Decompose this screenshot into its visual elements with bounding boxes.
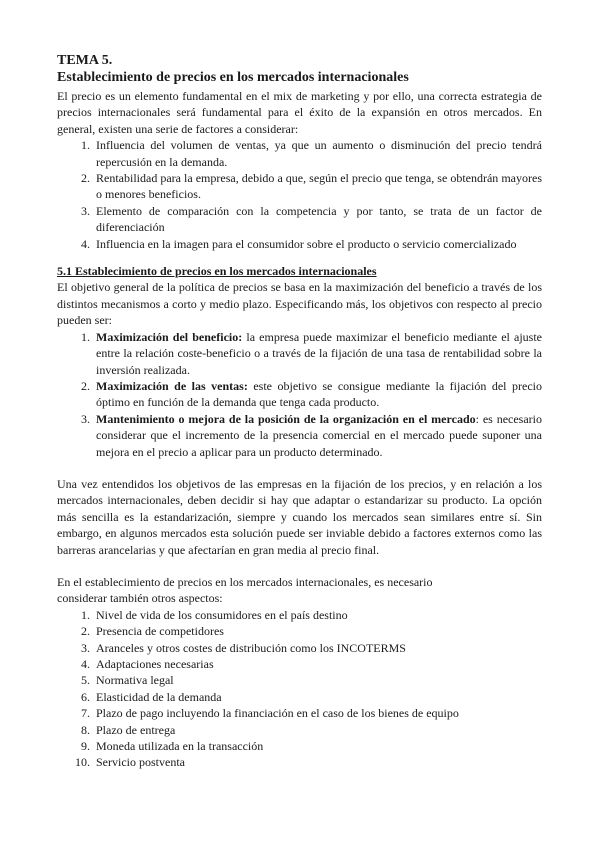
list-item: 6. Elasticidad de la demanda: [93, 689, 542, 705]
list-item: 3. Aranceles y otros costes de distribución como los INCOTERMS: [93, 640, 542, 656]
list-item: [93, 329, 542, 378]
aspects-intro-line: considerar también otros aspectos:: [57, 591, 223, 606]
list-item: 3. Elemento de comparación con la competencia y por tanto, se trata de un factor de diferenciación: [93, 203, 542, 236]
intro-paragraph: El precio es un elemento fundamental en el mix de marketing y por ello, una correcta estrategia de precios internacionales será fundamental para el éxito de la expansión en otros mercados. En general, existen una serie de factores a considerar:: [57, 89, 542, 136]
section-heading: 5.1 Establecimiento de precios en los mercados internacionales: [57, 264, 377, 279]
list-item: [93, 378, 542, 411]
list-item: 1. Nivel de vida de los consumidores en el país destino: [93, 607, 542, 623]
list-item: 7. Plazo de pago incluyendo la financiación en el caso de los bienes de equipo: [93, 705, 542, 721]
list-item: 9. Moneda utilizada en la transacción: [93, 738, 542, 754]
objective-text: este objetivo se consigue mediante la fijación del precio óptimo en función de la demanda que tenga cada producto.: [96, 378, 542, 410]
objective-text: la empresa puede maximizar el beneficio mediante el ajuste entre la relación coste-beneficio o a través de la fijación de una tasa de rentabilidad sobre la inversión realizada.: [96, 329, 542, 377]
page-subtitle: Establecimiento de precios en los mercados internacionales: [57, 70, 409, 85]
objective-text: : es necesario considerar que el incremento de la presencia comercial en el mercado puede suponer una mejora en el precio a aplicar para un producto determinado.: [96, 411, 542, 459]
list-item: 4. Adaptaciones necesarias: [93, 656, 542, 672]
document-page: [57, 52, 542, 771]
spacer: [57, 558, 542, 574]
list-item: 10. Servicio postventa: [93, 754, 542, 770]
list-item: [93, 411, 542, 460]
objectives-list: [57, 329, 542, 460]
factors-list: [57, 137, 542, 252]
list-item: 8. Plazo de entrega: [93, 722, 542, 738]
list-item: 2. Presencia de competidores: [93, 623, 542, 639]
aspects-intro-line: En el establecimiento de precios en los mercados internacionales, es necesario: [57, 574, 433, 589]
list-item: 4. Influencia en la imagen para el consumidor sobre el producto o servicio comercializado: [93, 236, 542, 252]
aspects-list: [57, 607, 542, 771]
list-item: 2. Rentabilidad para la empresa, debido a que, según el precio que tenga, se obtendrán mayores o menores beneficios.: [93, 170, 542, 203]
list-item: 1. Influencia del volumen de ventas, ya que un aumento o disminución del precio tendrá repercusión en la demanda.: [93, 137, 542, 170]
objectives-intro-paragraph: El objetivo general de la política de precios se basa en la maximización del beneficio a través de los distintos mecanismos a corto y medio plazo. Especificando más, los objetivos con respecto al precio pueden ser:: [57, 280, 542, 328]
standardization-paragraph: Una vez entendidos los objetivos de las empresas en la fijación de los precios, y en relación a los mercados internacionales, deben decidir si hay que adaptar o estandarizar su producto. La opción más sencilla es la estandarización, siempre y cuando los mercados sean similares entre sí. Sin embargo, en algunos mercados esta solución puede ser inviable debido a factores externos como las barreras arancelarias y que afectarían en gran media al precio final.: [57, 476, 542, 557]
objective-term: Maximización del beneficio:: [96, 329, 243, 344]
objective-term: Mantenimiento o mejora de la posición de la organización en el mercado: [96, 411, 476, 426]
objective-term: Maximización de las ventas:: [96, 378, 248, 393]
spacer: [57, 460, 542, 476]
page-title: TEMA 5.: [57, 53, 113, 68]
list-item: 5. Normativa legal: [93, 672, 542, 688]
